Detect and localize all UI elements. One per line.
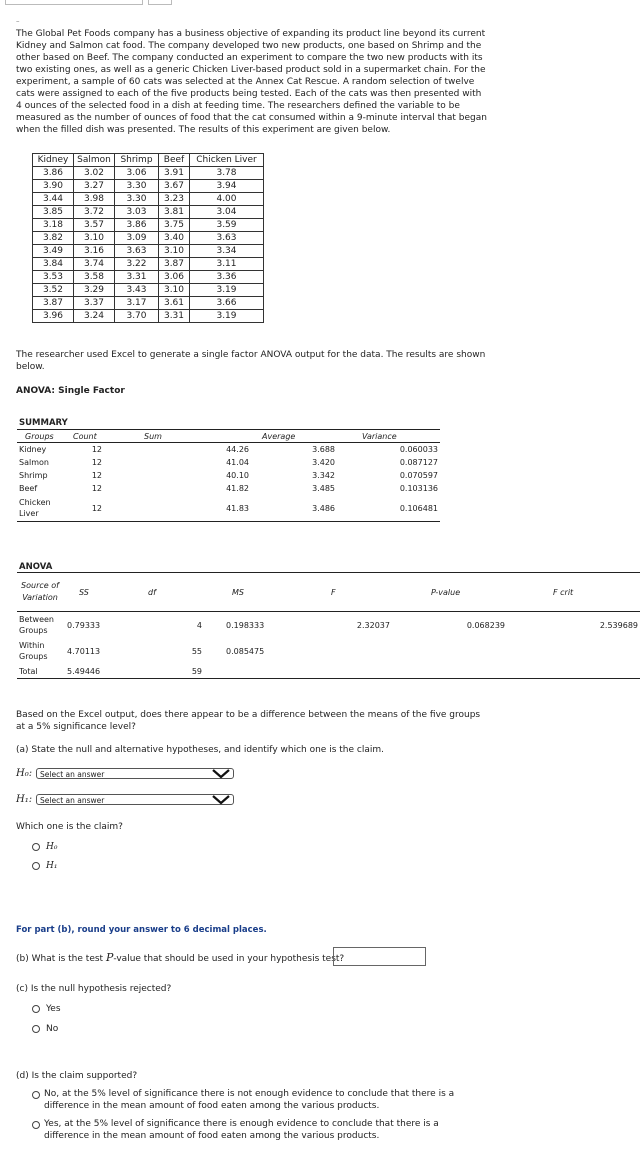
summary-cell: Chicken Liver	[17, 495, 73, 522]
summary-cell: Shrimp	[19, 471, 48, 480]
data-cell: 3.40	[159, 232, 190, 245]
summary-cell: 41.83	[108, 495, 249, 522]
claim-option-h1[interactable]	[32, 861, 57, 871]
h0-select-value: Select an answer	[40, 770, 105, 779]
h1-select-value: Select an answer	[40, 796, 105, 805]
data-cell: 3.87	[33, 297, 74, 310]
anova-row	[17, 664, 640, 679]
summary-cell: 12	[73, 495, 108, 522]
anova-header-pvalue: P-value	[396, 573, 513, 612]
data-cell: 3.63	[115, 245, 159, 258]
anova-cell: Total	[17, 664, 63, 679]
data-cell: 3.86	[115, 219, 159, 232]
data-cell: 3.24	[74, 310, 115, 323]
part-a-question: (a) State the null and alternative hypotheses, and identify which one is the claim.	[16, 745, 384, 755]
data-cell: 3.52	[33, 284, 74, 297]
data-table-header-row	[33, 154, 264, 167]
summary-cell: 3.485	[312, 484, 335, 493]
part-b-post: -value that should be used in your hypothesis test?	[113, 954, 345, 964]
data-cell: 3.31	[159, 310, 190, 323]
data-cell: 3.70	[115, 310, 159, 323]
data-table-row	[33, 310, 264, 323]
data-cell: 3.57	[74, 219, 115, 232]
part-c-question: (c) Is the null hypothesis rejected?	[16, 984, 172, 994]
anova-cell	[513, 664, 640, 679]
part-b-question	[16, 952, 344, 965]
data-cell: 3.87	[159, 258, 190, 271]
data-table	[32, 153, 264, 323]
summary-cell: 40.10	[226, 471, 249, 480]
data-cell: 3.34	[190, 245, 264, 258]
summary-title: SUMMARY	[19, 418, 68, 428]
radio-icon[interactable]	[32, 1025, 40, 1033]
part-d-yes-label: Yes, at the 5% level of significance there is enough evidence to conclude that there is a difference in the mean amount of food eaten among the various products.	[44, 1119, 439, 1141]
summary-cell: 12	[91, 445, 102, 454]
data-cell: 3.75	[159, 219, 190, 232]
data-cell: 3.84	[33, 258, 74, 271]
header-chicken-liver: Chicken Liver	[190, 154, 264, 167]
data-cell: 3.74	[74, 258, 115, 271]
summary-row	[17, 443, 440, 457]
part-d-question: (d) Is the claim supported?	[16, 1071, 138, 1081]
dash-marker: –	[16, 17, 20, 25]
summary-cell: 3.342	[312, 471, 335, 480]
data-cell: 3.18	[33, 219, 74, 232]
data-cell: 3.44	[33, 193, 74, 206]
pvalue-input[interactable]	[333, 947, 426, 966]
data-table-row	[33, 193, 264, 206]
part-d-no-label: No, at the 5% level of significance there is not enough evidence to conclude that there is a difference in the mean amount of food eaten among the various products.	[44, 1089, 455, 1111]
summary-cell: 3.688	[312, 445, 335, 454]
header-salmon: Salmon	[74, 154, 115, 167]
anova-cell: 59	[126, 664, 202, 679]
summary-row	[17, 469, 440, 482]
anova-header-ss: SS	[63, 573, 126, 612]
summary-cell: 41.04	[226, 458, 249, 467]
data-cell: 3.81	[159, 206, 190, 219]
excel-paragraph: The researcher used Excel to generate a single factor ANOVA output for the data. The results are shown below.	[16, 350, 486, 372]
anova-cell: 5.49446	[63, 664, 126, 679]
data-cell: 3.86	[33, 167, 74, 180]
summary-cell: 41.82	[226, 484, 249, 493]
part-c-option-yes[interactable]	[32, 1004, 61, 1014]
data-cell: 3.94	[190, 180, 264, 193]
data-table-row	[33, 180, 264, 193]
summary-cell: 3.486	[249, 495, 347, 522]
anova-cell	[312, 638, 396, 664]
header-beef: Beef	[159, 154, 190, 167]
summary-cell: 3.420	[312, 458, 335, 467]
data-cell: 3.30	[115, 193, 159, 206]
summary-header-groups: Groups	[17, 430, 73, 443]
data-table-row	[33, 258, 264, 271]
summary-table	[17, 429, 440, 522]
data-cell: 3.43	[115, 284, 159, 297]
part-d-option-yes[interactable]	[32, 1118, 482, 1142]
top-frame-right	[148, 0, 172, 5]
data-table-row	[33, 271, 264, 284]
data-table-row	[33, 167, 264, 180]
summary-cell: 12	[91, 458, 102, 467]
summary-header-sum: Sum	[108, 430, 249, 443]
part-b-note: For part (b), round your answer to 6 decimal places.	[16, 925, 267, 935]
anova-row	[17, 612, 640, 639]
part-b-pre: (b) What is the test	[16, 954, 106, 964]
summary-cell: 0.060033	[399, 445, 438, 454]
summary-header-count: Count	[73, 430, 108, 443]
chevron-down-icon	[212, 795, 230, 805]
anova-table	[17, 572, 640, 679]
data-cell: 3.59	[190, 219, 264, 232]
anova-cell	[396, 638, 513, 664]
summary-cell: 12	[91, 471, 102, 480]
header-kidney: Kidney	[33, 154, 74, 167]
summary-cell: 44.26	[226, 445, 249, 454]
summary-cell: 0.087127	[399, 458, 438, 467]
data-cell: 3.96	[33, 310, 74, 323]
data-cell: 3.03	[115, 206, 159, 219]
claim-option-h0-label: H₀	[46, 842, 58, 852]
data-cell: 3.29	[74, 284, 115, 297]
radio-icon[interactable]	[32, 1121, 40, 1129]
radio-icon[interactable]	[32, 1005, 40, 1013]
summary-row	[17, 456, 440, 469]
anova-cell: Between Groups	[19, 615, 55, 635]
data-cell: 3.10	[159, 284, 190, 297]
data-cell: 3.11	[190, 258, 264, 271]
data-cell: 3.67	[159, 180, 190, 193]
summary-row	[17, 495, 440, 522]
anova-cell	[312, 664, 396, 679]
intro-paragraph: The Global Pet Foods company has a business objective of expanding its product line beyond its current Kidney and Salmon cat food. The company developed two new products, one based on Shrimp and the other based on Beef. The company conducted an experiment to compare the two new products with its two existing ones, as well as a generic Chicken Liver-based product sold in a supermarket chain. For the experiment, a sample of 60 cats was selected at the Annex Cat Rescue. A random selection of twelve cats were assigned to each of the five products being tested. Each of the cats was then presented with 4 ounces of the selected food in a dish at feeding time. The researchers defined the variable to be measured as the number of ounces of food that the cat consumed within a 9-minute interval that began when the filled dish was presented. The results of this experiment are given below.	[16, 29, 487, 135]
data-cell: 3.22	[115, 258, 159, 271]
claim-option-h0[interactable]	[32, 842, 57, 852]
anova-cell: 2.32037	[356, 620, 390, 630]
data-cell: 3.27	[74, 180, 115, 193]
data-cell: 3.17	[115, 297, 159, 310]
data-cell: 3.53	[33, 271, 74, 284]
data-cell: 3.19	[190, 284, 264, 297]
chevron-down-icon	[212, 769, 230, 779]
data-cell: 3.37	[74, 297, 115, 310]
data-table-row	[33, 297, 264, 310]
part-b-p: P	[105, 951, 114, 964]
data-cell: 3.82	[33, 232, 74, 245]
data-table-row	[33, 219, 264, 232]
data-cell: 3.61	[159, 297, 190, 310]
anova-cell	[513, 638, 640, 664]
anova-table-title: ANOVA	[19, 562, 53, 572]
data-cell: 3.06	[159, 271, 190, 284]
anova-cell: 0.085475	[226, 646, 265, 656]
anova-cell: 0.198333	[226, 620, 265, 630]
anova-cell: 4	[196, 620, 202, 630]
data-table-row	[33, 206, 264, 219]
part-c-yes-label: Yes	[46, 1004, 61, 1014]
summary-cell: Salmon	[19, 458, 49, 467]
anova-cell: 0.068239	[466, 620, 505, 630]
h1-select[interactable]	[36, 794, 234, 805]
data-cell: 3.30	[115, 180, 159, 193]
data-cell: 3.85	[33, 206, 74, 219]
anova-header-df: df	[126, 573, 202, 612]
summary-header-variance: Variance	[347, 430, 440, 443]
anova-cell	[202, 664, 312, 679]
data-cell: 3.04	[190, 206, 264, 219]
anova-header-ms: MS	[202, 573, 312, 612]
anova-cell: 4.70113	[67, 646, 101, 656]
anova-cell: Within Groups	[19, 641, 48, 661]
anova-cell: 2.539689	[599, 620, 638, 630]
summary-cell: Kidney	[19, 445, 47, 454]
data-cell: 3.63	[190, 232, 264, 245]
data-cell: 4.00	[190, 193, 264, 206]
radio-icon[interactable]	[32, 862, 40, 870]
data-cell: 3.16	[74, 245, 115, 258]
top-frame-left	[5, 0, 143, 5]
main-question: Based on the Excel output, does there appear to be a difference between the means of the five groups at a 5% significance level?	[16, 710, 481, 732]
data-cell: 3.91	[159, 167, 190, 180]
data-cell: 3.23	[159, 193, 190, 206]
data-cell: 3.09	[115, 232, 159, 245]
summary-header-average: Average	[249, 430, 347, 443]
anova-cell	[396, 664, 513, 679]
anova-header-source: Source of Variation	[17, 573, 63, 612]
data-cell: 3.90	[33, 180, 74, 193]
data-cell: 3.66	[190, 297, 264, 310]
data-table-row	[33, 245, 264, 258]
data-cell: 3.49	[33, 245, 74, 258]
summary-cell: Beef	[19, 484, 38, 493]
data-cell: 3.10	[159, 245, 190, 258]
part-c-no-label: No	[46, 1024, 59, 1034]
claim-option-h1-label: H₁	[46, 861, 58, 871]
data-cell: 3.19	[190, 310, 264, 323]
anova-cell: 0.79333	[67, 620, 101, 630]
data-cell: 3.10	[74, 232, 115, 245]
data-cell: 3.36	[190, 271, 264, 284]
data-table-row	[33, 232, 264, 245]
data-cell: 3.98	[74, 193, 115, 206]
summary-cell: 0.106481	[347, 495, 440, 522]
anova-row	[17, 638, 640, 664]
part-c-option-no[interactable]	[32, 1024, 58, 1034]
summary-cell: 0.103136	[399, 484, 438, 493]
anova-header-f: F	[312, 573, 396, 612]
summary-cell: 0.070597	[399, 471, 438, 480]
header-shrimp: Shrimp	[115, 154, 159, 167]
data-cell: 3.78	[190, 167, 264, 180]
data-cell: 3.58	[74, 271, 115, 284]
h1-label: H₁:	[16, 794, 33, 805]
summary-cell: 12	[91, 484, 102, 493]
anova-header-fcrit: F crit	[513, 573, 640, 612]
part-d-option-no[interactable]	[32, 1088, 472, 1112]
radio-icon[interactable]	[32, 843, 40, 851]
h0-select[interactable]	[36, 768, 234, 779]
data-table-row	[33, 284, 264, 297]
anova-heading: ANOVA: Single Factor	[16, 386, 125, 396]
data-cell: 3.72	[74, 206, 115, 219]
h0-label: H₀:	[16, 768, 33, 779]
data-cell: 3.02	[74, 167, 115, 180]
anova-cell: 55	[191, 646, 202, 656]
data-cell: 3.31	[115, 271, 159, 284]
summary-row	[17, 482, 440, 495]
radio-icon[interactable]	[32, 1091, 40, 1099]
claim-question: Which one is the claim?	[16, 822, 123, 832]
data-cell: 3.06	[115, 167, 159, 180]
